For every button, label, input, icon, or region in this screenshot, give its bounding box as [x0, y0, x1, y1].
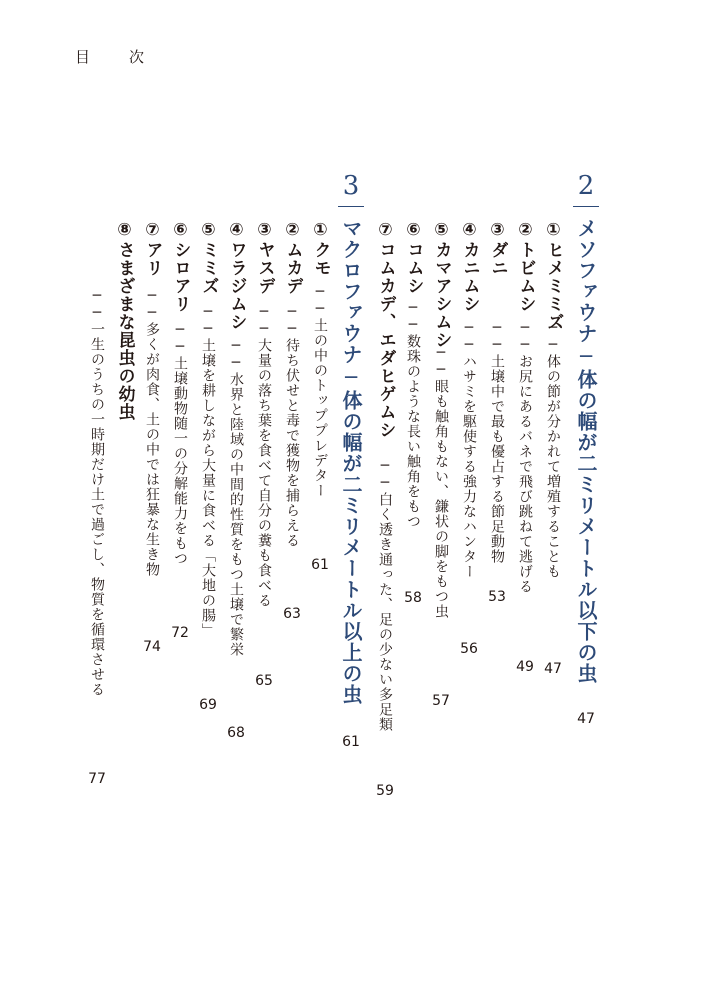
- chapter-rule: [338, 206, 364, 207]
- entry-subtitle: ──数珠のような長い触角をもつ: [405, 300, 421, 529]
- entry-page: 63: [283, 606, 301, 622]
- entry-title: ⑥シロアリ: [170, 220, 191, 313]
- entry-page: 74: [143, 639, 161, 655]
- entry-subtitle: ──体の節が分かれて増殖することも: [545, 320, 561, 579]
- entry-title: ①クモ: [310, 220, 331, 277]
- entry-subtitle: ──土壌を耕しながら大量に食べる「大地の腸」: [200, 304, 216, 638]
- entry-subtitle: ──ハサミを駆使する強力なハンター: [461, 320, 477, 579]
- page-title: 目 次: [75, 48, 157, 66]
- chapter-page: 61: [342, 734, 360, 750]
- entry-page: 47: [544, 661, 562, 677]
- entry-page: 77: [88, 771, 106, 787]
- entry-page: 65: [255, 673, 273, 689]
- entry-page: 49: [516, 659, 534, 675]
- entry-page: 59: [376, 783, 394, 799]
- entry-page: 57: [432, 693, 450, 709]
- entry-title: ②ムカデ: [282, 220, 303, 295]
- entry-subtitle: ──大量の落ち葉を食べて自分の糞も食べる: [256, 304, 272, 608]
- entry-subtitle: ──多くが肉食、土の中では狂暴な生き物: [144, 288, 160, 577]
- entry-page: 58: [404, 590, 422, 606]
- entry-title: ③ヤスデ: [254, 220, 275, 295]
- entry-title: ④ワラジムシ: [226, 220, 247, 331]
- entry-title: ⑧さまざまな昆虫の幼虫: [114, 220, 135, 421]
- entry-title: ②トビムシ: [515, 220, 536, 313]
- entry-title: ③ダニ: [487, 220, 508, 277]
- entry-subtitle: ──白く透き通った、足の少ない多足類: [377, 458, 393, 732]
- entry-title: ④カニムシ: [459, 220, 480, 313]
- entry-title: ⑦アリ: [142, 220, 163, 277]
- chapter-number: 2: [577, 171, 595, 201]
- entry-subtitle: ──水界と陸域の中間的性質をもつ土壌で繁栄: [228, 338, 244, 657]
- entry-title: ①ヒメミミズ: [543, 220, 564, 331]
- entry-subtitle: ──お尻にあるバネで飛び跳ねて逃げる: [517, 320, 533, 594]
- entry-page: 61: [311, 557, 329, 573]
- entry-subtitle: ──土壌中で最も優占する節足動物: [489, 320, 505, 564]
- chapter-number: 3: [342, 171, 360, 201]
- entry-subtitle: ──眼も触角もない、鎌状の脚をもつ虫: [433, 345, 449, 619]
- entry-title: ⑦コムカデ、エダヒゲムシ: [375, 220, 396, 439]
- entry-page: 68: [227, 725, 245, 741]
- entry-page: 72: [171, 625, 189, 641]
- chapter-title: メソファウナ─体の幅が二ミリメートル以下の虫: [574, 218, 598, 684]
- entry-subtitle: ──一生のうちの一時期だけ土で過ごし、物質を循環させる: [89, 288, 105, 697]
- entry-page: 53: [488, 589, 506, 605]
- entry-page: 69: [199, 697, 217, 713]
- entry-title: ⑥コムシ: [403, 220, 424, 295]
- entry-subtitle: ──土の中のトッププレデター: [312, 284, 328, 498]
- entry-title: ⑤カマアシムシ: [431, 220, 452, 349]
- chapter-rule: [573, 206, 599, 207]
- entry-title: ⑤ミミズ: [198, 220, 219, 295]
- entry-subtitle: ──待ち伏せと毒で獲物を捕らえる: [284, 304, 300, 548]
- entry-page: 56: [460, 641, 478, 657]
- chapter-title: マクロファウナ─体の幅が二ミリメートル以上の虫: [339, 218, 363, 705]
- entry-subtitle: ──土壌動物随一の分解能力をもつ: [172, 322, 188, 566]
- chapter-page: 47: [577, 711, 595, 727]
